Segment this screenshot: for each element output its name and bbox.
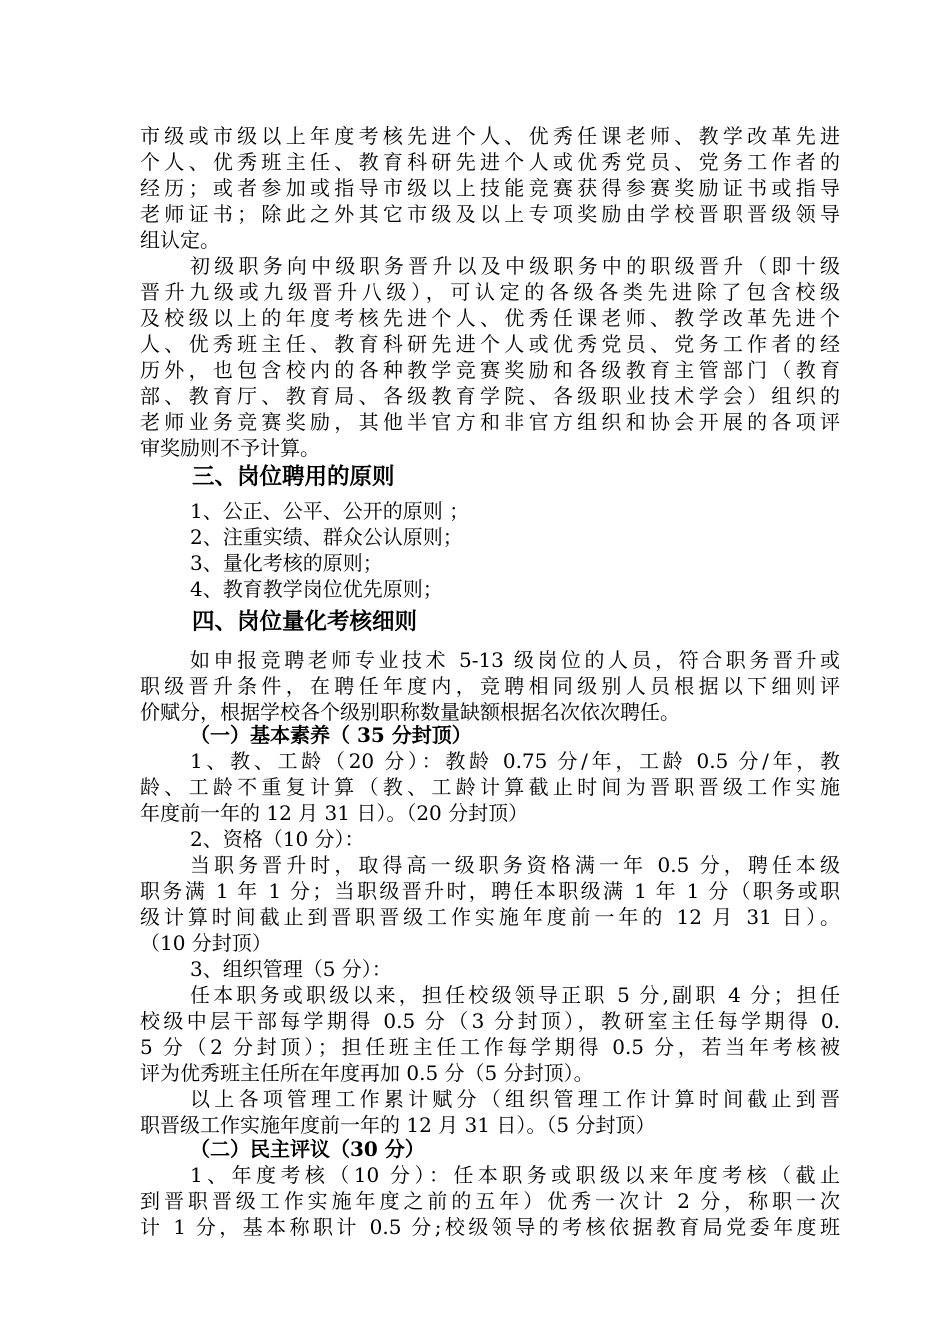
paragraph-line: （10 分封顶） [140, 931, 272, 955]
paragraph-line: 级计算时间截止到晋职晋级工作实施年度前一年的 12 月 31 日）。 [140, 905, 840, 929]
paragraph-line: 部、教育厅、教育局、各级教育学院、各级职业技术学会）组织的 [140, 384, 840, 408]
paragraph-line: 以上各项管理工作累计赋分（组织管理工作计算时间截止到晋 [190, 1087, 840, 1111]
paragraph-line: 职级晋升条件，在聘任年度内，竞聘相同级别人员根据以下细则评 [140, 674, 840, 698]
subsection-heading: （一）基本素养（ 35 分封顶） [190, 723, 472, 747]
paragraph-line: 5 分（2 分封顶）；担任班主任工作每学期得 0.5 分，若当年考核被 [140, 1035, 840, 1059]
paragraph-line: 计 1 分，基本称职计 0.5 分;校级领导的考核依据教育局党委年度班 [140, 1215, 840, 1239]
paragraph-line: 个人、优秀班主任、教育科研先进个人或优秀党员、党务工作者的 [140, 150, 840, 174]
paragraph-line: 如申报竞聘老师专业技术 5-13 级岗位的人员，符合职务晋升或 [190, 648, 840, 672]
paragraph-line: 市级或市级以上年度考核先进个人、优秀任课老师、教学改革先进 [140, 124, 840, 148]
paragraph-line: 龄、工龄不重复计算（教、工龄计算截止时间为晋职晋级工作实施 [140, 775, 840, 799]
paragraph-line: 任本职务或职级以来，担任校级领导正职 5 分,副职 4 分；担任 [190, 983, 840, 1007]
item-title: 2、资格（10 分）： [190, 827, 365, 851]
paragraph-line: 年度前一年的 12 月 31 日）。（20 分封顶） [140, 801, 529, 825]
paragraph-line: 1、教、工龄（20 分）：教龄 0.75 分/年，工龄 0.5 分/年，教 [190, 749, 840, 773]
list-item: 1、公正、公平、公开的原则 ； [190, 499, 470, 523]
paragraph-line: 职晋级工作实施年度前一年的 12 月 31 日）。（5 分封顶） [140, 1113, 656, 1137]
paragraph-line: 校级中层干部每学期得 0.5 分（3 分封顶），教研室主任每学期得 0. [140, 1009, 840, 1033]
paragraph-line: 价赋分，根据学校各个级别职称数量缺额根据名次依次聘任。 [140, 700, 680, 724]
paragraph-line: 到晋职晋级工作实施年度之前的五年）优秀一次计 2 分，称职一次 [140, 1189, 840, 1213]
paragraph-line: 1、年度考核（10 分）：任本职务或职级以来年度考核（截止 [190, 1163, 840, 1187]
list-item: 2、注重实绩、群众公认原则； [190, 525, 463, 549]
paragraph-line: 经历；或者参加或指导市级以上技能竞赛获得参赛奖励证书或指导 [140, 176, 840, 200]
paragraph-line: 组认定。 [140, 228, 220, 252]
paragraph-line: 历外，也包含校内的各种教学竞赛奖励和各级教育主管部门（教育 [140, 358, 840, 382]
list-item: 4、教育教学岗位优先原则； [190, 577, 443, 601]
paragraph-line: 老师业务竞赛奖励，其他半官方和非官方组织和协会开展的各项评 [140, 410, 840, 434]
paragraph-line: 评为优秀班主任所在年度再加 0.5 分（5 分封顶）。 [140, 1061, 594, 1085]
paragraph-line: 审奖励则不予计算。 [140, 436, 320, 460]
paragraph-line: 人、优秀班主任、教育科研先进个人或优秀党员、党务工作者的经 [140, 332, 840, 356]
section-heading: 三、岗位聘用的原则 [192, 464, 395, 490]
paragraph-line: 初级职务向中级职务晋升以及中级职务中的职级晋升（即十级 [190, 254, 840, 278]
section-heading: 四、岗位量化考核细则 [192, 609, 418, 635]
paragraph-line: 老师证书；除此之外其它市级及以上专项奖励由学校晋职晋级领导 [140, 202, 840, 226]
item-title: 3、组织管理（5 分）： [190, 957, 392, 981]
paragraph-line: 及校级以上的年度考核先进个人、优秀任课老师、教学改革先进个 [140, 306, 840, 330]
paragraph-line: 晋升九级或九级晋升八级），可认定的各级各类先进除了包含校级 [140, 280, 840, 304]
paragraph-line: 职务满 1 年 1 分；当职级晋升时，聘任本职级满 1 年 1 分（职务或职 [140, 879, 840, 903]
list-item: 3、量化考核的原则； [190, 551, 383, 575]
subsection-heading: （二）民主评议（30 分） [190, 1137, 425, 1161]
paragraph-line: 当职务晋升时，取得高一级职务资格满一年 0.5 分，聘任本级 [190, 853, 840, 877]
